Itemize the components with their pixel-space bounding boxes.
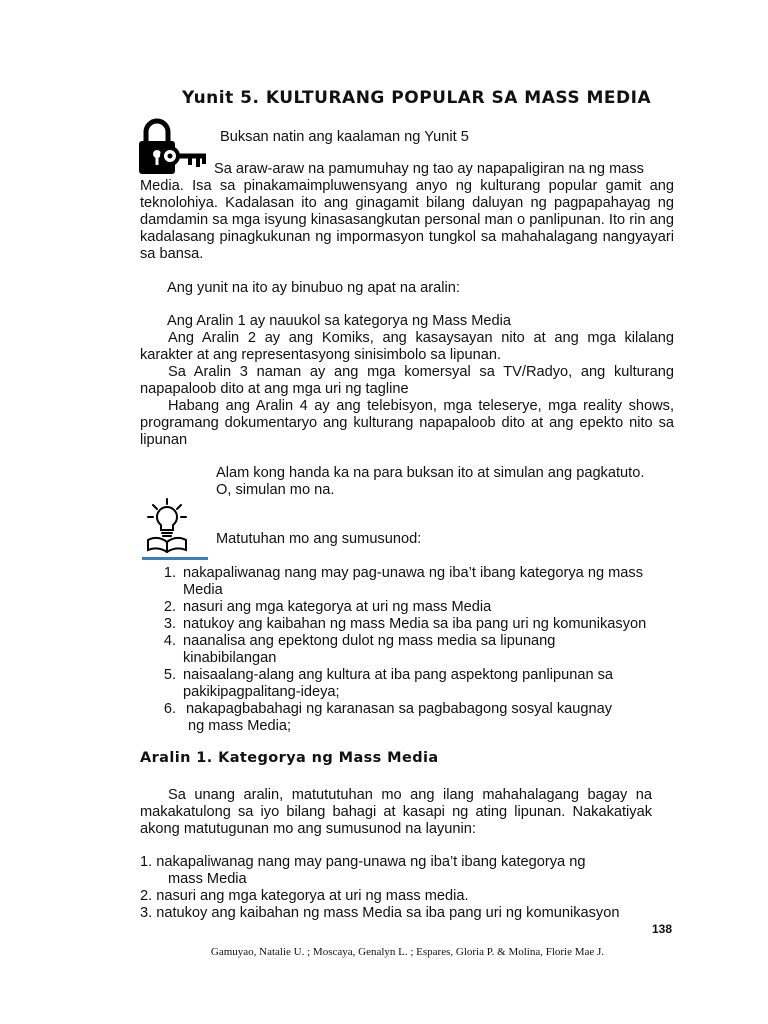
objective-item <box>154 633 694 667</box>
objective-text: nasuri ang mga kategorya at uri ng mass Media <box>183 599 492 615</box>
lessons-intro: Ang yunit na ito ay binubuo ng apat na aralin: <box>167 280 460 296</box>
objectives-list <box>154 565 694 735</box>
objective-text: naisaalang-alang ang kultura at iba pang aspektong panlipunan sa <box>183 667 614 683</box>
lesson1-objective-item: 3. natukoy ang kaibahan ng mass Media sa iba pang uri ng komunikasyon <box>140 905 620 921</box>
objective-text-continued: ng mass Media; <box>188 718 292 734</box>
lesson-2-summary: Ang Aralin 2 ay ang Komiks, ang kasaysayan nito at ang mga kilalang karakter at ang representasyong sinisimbolo sa lipunan. <box>140 330 674 363</box>
intro-heading: Buksan natin ang kaalaman ng Yunit 5 <box>220 129 469 145</box>
lesson1-objective-item: 1. nakapaliwanag nang may pang-unawa ng iba’t ibang kategorya ng <box>140 854 586 870</box>
lesson-3-summary: Sa Aralin 3 naman ay ang mga komersyal sa TV/Radyo, ang kulturang napapaloob dito at ang mga uri ng tagline <box>140 364 674 397</box>
learn-heading: Matutuhan mo ang sumusunod: <box>216 531 422 547</box>
objective-item <box>154 616 694 633</box>
objective-text: nakapagbabahagi ng karanasan sa pagbabagong sosyal kaugnay <box>186 701 612 717</box>
lesson-4-summary: Habang ang Aralin 4 ay ang telebisyon, mga teleserye, mga reality shows, programang dokumentaryo ang kulturang napapaloob dito at ang epekto nito sa lipunan <box>140 398 674 448</box>
objective-number: 4. <box>163 633 176 649</box>
lightbulb-book-icon <box>142 495 210 563</box>
objective-text: natukoy ang kaibahan ng mass Media sa iba pang uri ng komunikasyon <box>183 616 647 632</box>
lesson-1-summary: Ang Aralin 1 ay nauukol sa kategorya ng Mass Media <box>167 313 511 329</box>
objective-number: 6. <box>163 701 176 717</box>
ready-line-2: O, simulan mo na. <box>216 482 335 498</box>
lesson1-paragraph: Sa unang aralin, matututuhan mo ang ilang mahahalagang bagay na makakatulong sa iyo bilang bahagi at kasapi ng ating lipunan. Nakakatiyak akong matutugunan mo ang sumusunod na layunin: <box>140 787 652 837</box>
objective-text: nakapaliwanag nang may pag-unawa ng iba’t ibang kategorya ng mass <box>183 565 644 581</box>
objective-number: 3. <box>163 616 176 632</box>
unit-title: Yunit 5. KULTURANG POPULAR SA MASS MEDIA <box>182 88 652 108</box>
ready-line-1: Alam kong handa ka na para buksan ito at simulan ang pagkatuto. <box>216 465 645 481</box>
lesson1-objective-continued: mass Media <box>168 871 247 887</box>
objective-item <box>154 565 694 599</box>
objective-item <box>154 667 694 701</box>
intro-paragraph: Media. Isa sa pinakamaimpluwensyang anyo ng kulturang popular gamit ang teknolohiya. Kadalasan ito ang ginagamit bilang daluyan ng pagpapahayag ng damdamin sa mga isyung kinasasangkutan personal man o panlipunan. Ito rin ang kadalasang pinagkukunan ng impormasyon tungkol sa mahahalagang nangyayari sa bansa. <box>140 178 674 262</box>
objective-number: 5. <box>163 667 176 683</box>
objective-item <box>154 599 694 616</box>
objective-text-continued: pakikipagpalitang-ideya; <box>183 684 340 700</box>
intro-paragraph-first-line: Sa araw-araw na pamumuhay ng tao ay napapaligiran na ng mass <box>214 161 644 177</box>
objective-number: 1. <box>163 565 176 581</box>
objective-number: 2. <box>163 599 176 615</box>
lesson1-objective-item: 2. nasuri ang mga kategorya at uri ng mass media. <box>140 888 469 904</box>
lesson1-title: Aralin 1. Kategorya ng Mass Media <box>140 750 439 766</box>
objective-text: naanalisa ang epektong dulot ng mass media sa lipunang <box>183 633 556 649</box>
lock-and-key-icon <box>136 118 208 176</box>
objective-item <box>154 701 694 735</box>
objective-text-continued: Media <box>183 582 223 598</box>
objective-text-continued: kinabibilangan <box>183 650 277 666</box>
lesson1-objectives-list <box>140 854 680 922</box>
page-number: 138 <box>652 922 673 936</box>
footer-authors: Gamuyao, Natalie U. ; Moscaya, Genalyn L. ; Espares, Gloria P. & Molina, Florie Mae J. <box>210 946 605 958</box>
